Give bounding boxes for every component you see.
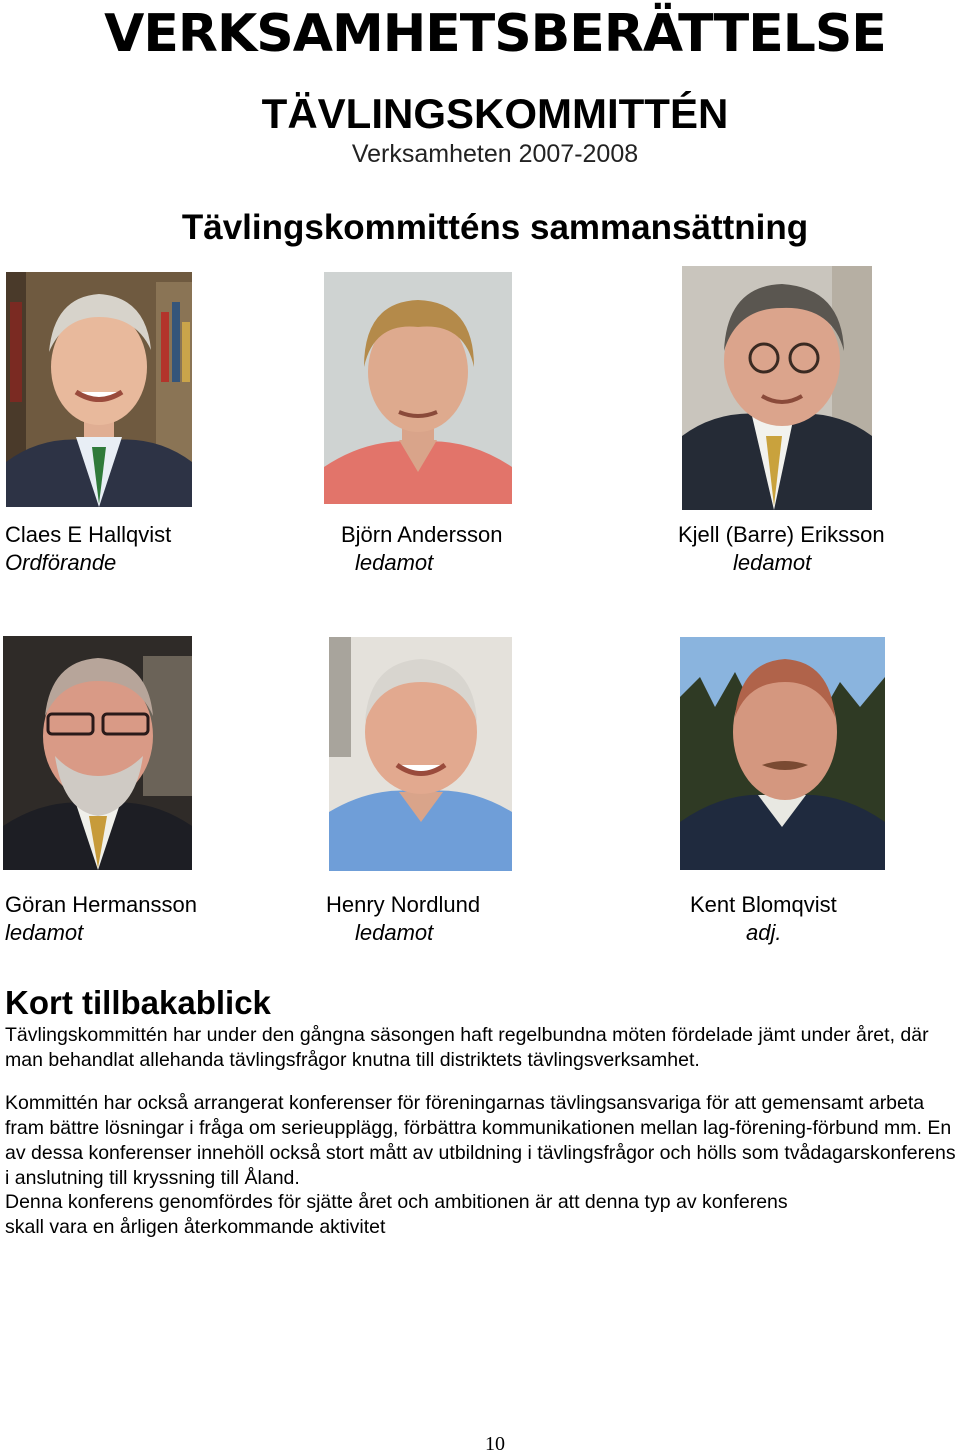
- member-name-1: Claes E Hallqvist: [5, 522, 172, 547]
- member-name-6: Kent Blomqvist: [690, 892, 837, 917]
- main-title: VERKSAMHETSBERÄTTELSE: [104, 4, 886, 64]
- paragraph-1: Tävlingskommittén har under den gångna säsongen haft regelbundna möten fördelade jämt under året, där man behandlat allehanda tävlingsfrågor knutna till distriktets tävlingsverksamhet.: [5, 1024, 929, 1071]
- portrait-photo-6: [680, 637, 885, 870]
- portrait-photo-4: [3, 636, 192, 870]
- committee-title: TÄVLINGSKOMMITTÉN: [261, 90, 729, 137]
- member-role-5: ledamot: [355, 920, 434, 945]
- member-role-1: Ordförande: [5, 550, 117, 575]
- member-role-6: adj.: [746, 920, 782, 945]
- member-role-4: ledamot: [5, 920, 84, 945]
- member-name-4: Göran Hermansson: [5, 892, 197, 917]
- member-name-2: Björn Andersson: [341, 522, 503, 547]
- portrait-photo-3: [682, 266, 872, 510]
- member-name-5: Henry Nordlund: [326, 892, 481, 917]
- member-name-3: Kjell (Barre) Eriksson: [678, 522, 885, 547]
- portrait-photo-2: [324, 272, 512, 504]
- member-role-3: ledamot: [733, 550, 812, 575]
- portrait-photo-1: [6, 272, 192, 507]
- paragraph-2: Kommittén har också arrangerat konferenser för föreningarnas tävlingsansvariga för att gemensamt arbeta fram bättre lösningar i fråga om serieupplägg, förbättra kommunikationen mellan lag-förening-förbund mm. En av dessa konferenser innehöll också stort mått av utbildning i tävlingsfrågor och hölls som tvådagarskonferens i anslutning till kryssning till Åland.: [5, 1092, 956, 1189]
- member-role-2: ledamot: [355, 550, 434, 575]
- period: Verksamheten 2007-2008: [351, 140, 639, 168]
- paragraph-3: Denna konferens genomfördes för sjätte året och ambitionen är att denna typ av konferens skall vara en årligen återkommande aktivitet: [5, 1191, 788, 1238]
- section-title: Tävlingskommitténs sammansättning: [181, 208, 809, 247]
- page-number: 10: [485, 1433, 505, 1455]
- recap-heading: Kort tillbakablick: [5, 984, 271, 1021]
- portrait-photo-5: [329, 637, 512, 871]
